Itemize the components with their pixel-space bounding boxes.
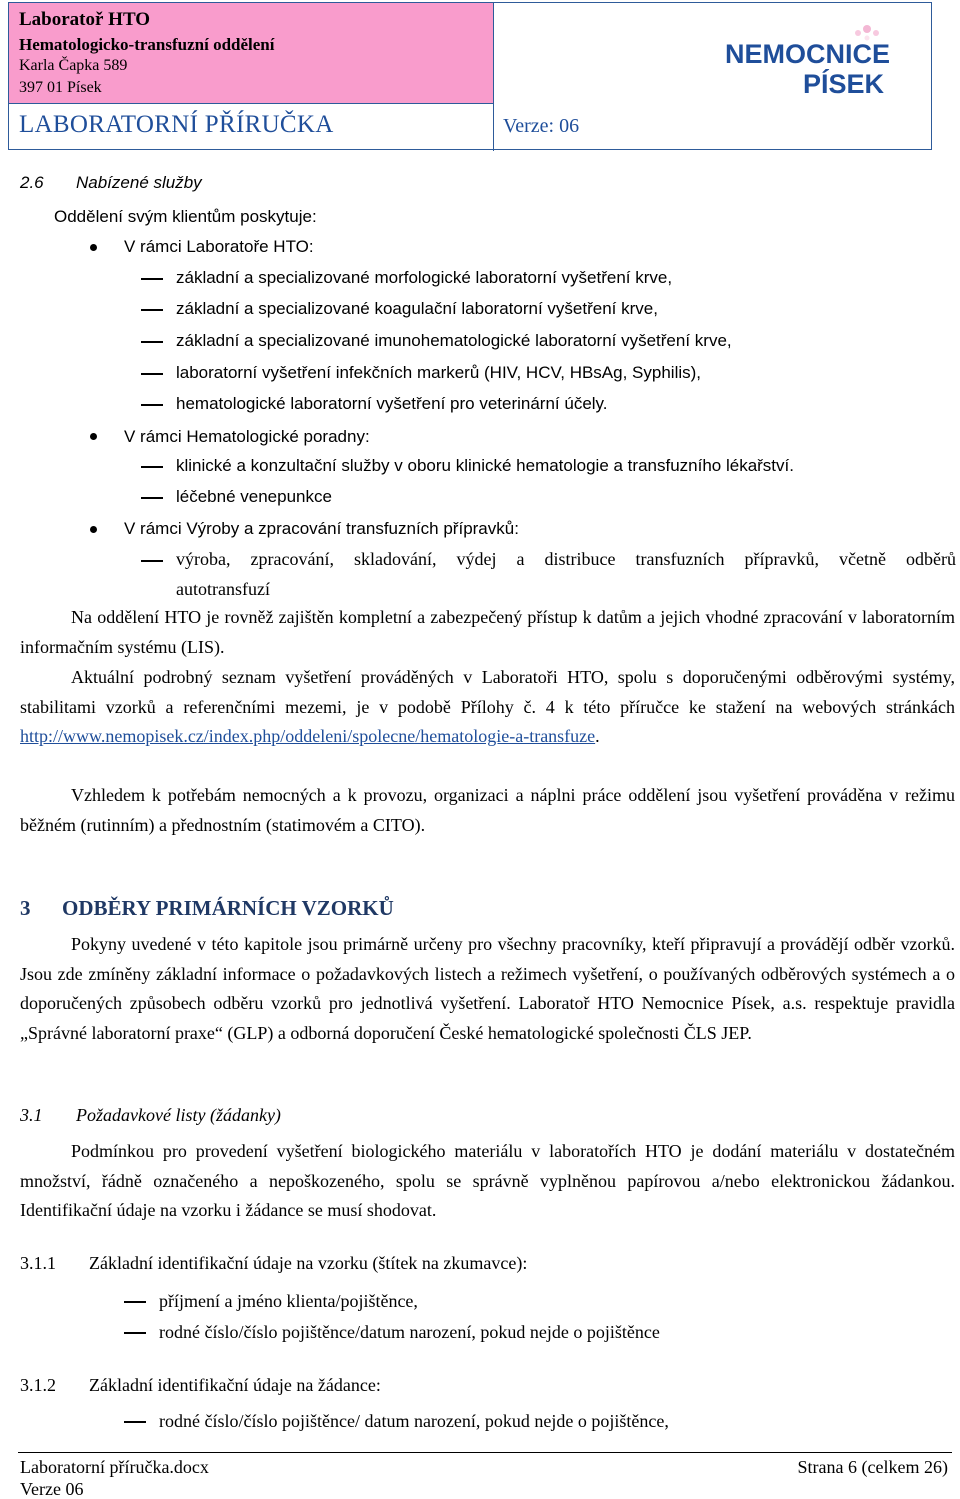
paragraph-section-3: Pokyny uvedené v této kapitole jsou primárně určeny pro všechny pracovníky, kteří připravují a provádějí odběr vzorků. Jsou zde zmíněny základní informace o požadavkových listech a režimech vyšetření, o používaných odběrových systémech a o doporučených způsobech odběru vzorků pro jednotlivá vyšetření. Laboratoř HTO Nemocnice Písek, a.s. respektuje pravidla „Správné laboratorní praxe“ (GLP) a odborná doporučení České hematologické společnosti ČLS JEP. xyxy=(20,934,955,1043)
list-item: příjmení a jméno klienta/pojištěnce, xyxy=(159,1291,418,1311)
footer-version: Verze 06 xyxy=(20,1479,84,1499)
group-label: V rámci Výroby a zpracování transfuzních přípravků: xyxy=(124,519,519,538)
hospital-logo xyxy=(725,19,925,99)
paragraph-exam-list-end: . xyxy=(595,726,600,746)
header-divider xyxy=(9,103,493,104)
dash-icon xyxy=(124,1301,146,1303)
lab-name: Laboratoř HTO xyxy=(19,9,151,30)
address-city: 397 01 Písek xyxy=(19,79,102,96)
dash-icon xyxy=(124,1421,146,1423)
section-3-1-number: 3.1 xyxy=(20,1105,43,1125)
footer-filename: Laboratorní příručka.docx xyxy=(20,1457,209,1477)
dash-icon xyxy=(141,278,163,280)
section-3-1-1-title: Základní identifikační údaje na vzorku (štítek na zkumavce): xyxy=(89,1253,528,1273)
paragraph-section-3-1: Podmínkou pro provedení vyšetření biologického materiálu v laboratořích HTO je dodání materiálu v dostatečném množství, řádně označeného a nepoškozeného, spolu se správně vyplněnou papírovou a/nebo elektronickou žádankou. Identifikační údaje na vzorku i žádance se musí shodovat. xyxy=(20,1141,955,1220)
paragraph-exam-list xyxy=(20,663,955,752)
group-label: V rámci Laboratoře HTO: xyxy=(124,237,314,256)
bullet-icon xyxy=(90,244,97,251)
list-item: léčebné venepunkce xyxy=(176,487,332,506)
dash-icon xyxy=(141,497,163,499)
list-item: výroba, zpracování, skladování, výdej a distribuce transfuzních přípravků, včetně odběrů xyxy=(176,549,956,569)
hematology-web-link[interactable]: http://www.nemopisek.cz/index.php/oddeleni/spolecne/hematologie-a-transfuze xyxy=(20,726,596,746)
dash-icon xyxy=(141,466,163,468)
logo-text-line2: PÍSEK xyxy=(803,69,885,99)
bullet-icon xyxy=(90,526,97,533)
section-3-number: 3 xyxy=(20,896,31,920)
list-item: základní a specializované morfologické laboratorní vyšetření krve, xyxy=(176,268,673,287)
section-3-1-2-number: 3.1.2 xyxy=(20,1375,56,1395)
document-version: Verze: 06 xyxy=(503,115,580,137)
header-divider-vertical xyxy=(493,3,494,151)
section-3-title: ODBĚRY PRIMÁRNÍCH VZORKŮ xyxy=(62,896,394,920)
footer-divider xyxy=(18,1452,952,1453)
list-item-continued: autotransfuzí xyxy=(176,579,270,599)
department-name: Hematologicko-transfuzní oddělení xyxy=(19,35,275,54)
paragraph-exam-list-text: Aktuální podrobný seznam vyšetření prováděných v Laboratoři HTO, spolu s doporučenými odběrovými systémy, stabilitami vzorků a referenčními mezemi, je v podobě Přílohy č. 4 k této příručce ke stažení na webových stránkách xyxy=(20,667,955,717)
document-title: LABORATORNÍ PŘÍRUČKA xyxy=(19,111,334,138)
section-3-1-2-title: Základní identifikační údaje na žádance: xyxy=(89,1375,381,1395)
dash-icon xyxy=(141,560,163,562)
dash-icon xyxy=(141,373,163,375)
section-3-1-title: Požadavkové listy (žádanky) xyxy=(76,1105,281,1125)
list-item: laboratorní vyšetření infekčních markerů (HIV, HCV, HBsAg, Syphilis), xyxy=(176,363,702,382)
dash-icon xyxy=(124,1332,146,1334)
section-2-6-intro: Oddělení svým klientům poskytuje: xyxy=(54,207,317,226)
list-item: hematologické laboratorní vyšetření pro veterinární účely. xyxy=(176,394,608,413)
section-3-1-1-number: 3.1.1 xyxy=(20,1253,56,1273)
section-2-6-number: 2.6 xyxy=(20,173,44,192)
header-address-block xyxy=(9,3,493,103)
document-header xyxy=(8,2,932,150)
dash-icon xyxy=(141,309,163,311)
footer-page-number: Strana 6 (celkem 26) xyxy=(797,1457,948,1477)
list-item: rodné číslo/číslo pojištěnce/datum narození, pokud nejde o pojištěnce xyxy=(159,1322,660,1342)
address-street: Karla Čapka 589 xyxy=(19,57,128,74)
dash-icon xyxy=(141,404,163,406)
section-2-6-title: Nabízené služby xyxy=(76,173,202,192)
group-label: V rámci Hematologické poradny: xyxy=(124,427,370,446)
dash-icon xyxy=(141,341,163,343)
list-item: rodné číslo/číslo pojištěnce/ datum narození, pokud nejde o pojištěnce, xyxy=(159,1411,669,1431)
bullet-icon xyxy=(90,433,97,440)
paragraph-lis: Na oddělení HTO je rovněž zajištěn kompletní a zabezpečený přístup k datům a jejich vhodné zpracování v laboratorním informačním systému (LIS). xyxy=(20,607,955,657)
list-item: klinické a konzultační služby v oboru klinické hematologie a transfuzního lékařství. xyxy=(176,456,794,475)
paragraph-priority: Vzhledem k potřebám nemocných a k provozu, organizaci a náplni práce oddělení jsou vyšetření prováděna v režimu běžném (rutinním) a přednostním (statimovém a CITO). xyxy=(20,785,955,835)
list-item: základní a specializované koagulační laboratorní vyšetření krve, xyxy=(176,299,658,318)
list-item: základní a specializované imunohematologické laboratorní vyšetření krve, xyxy=(176,331,732,350)
logo-text-line1: NEMOCNICE xyxy=(725,39,891,69)
